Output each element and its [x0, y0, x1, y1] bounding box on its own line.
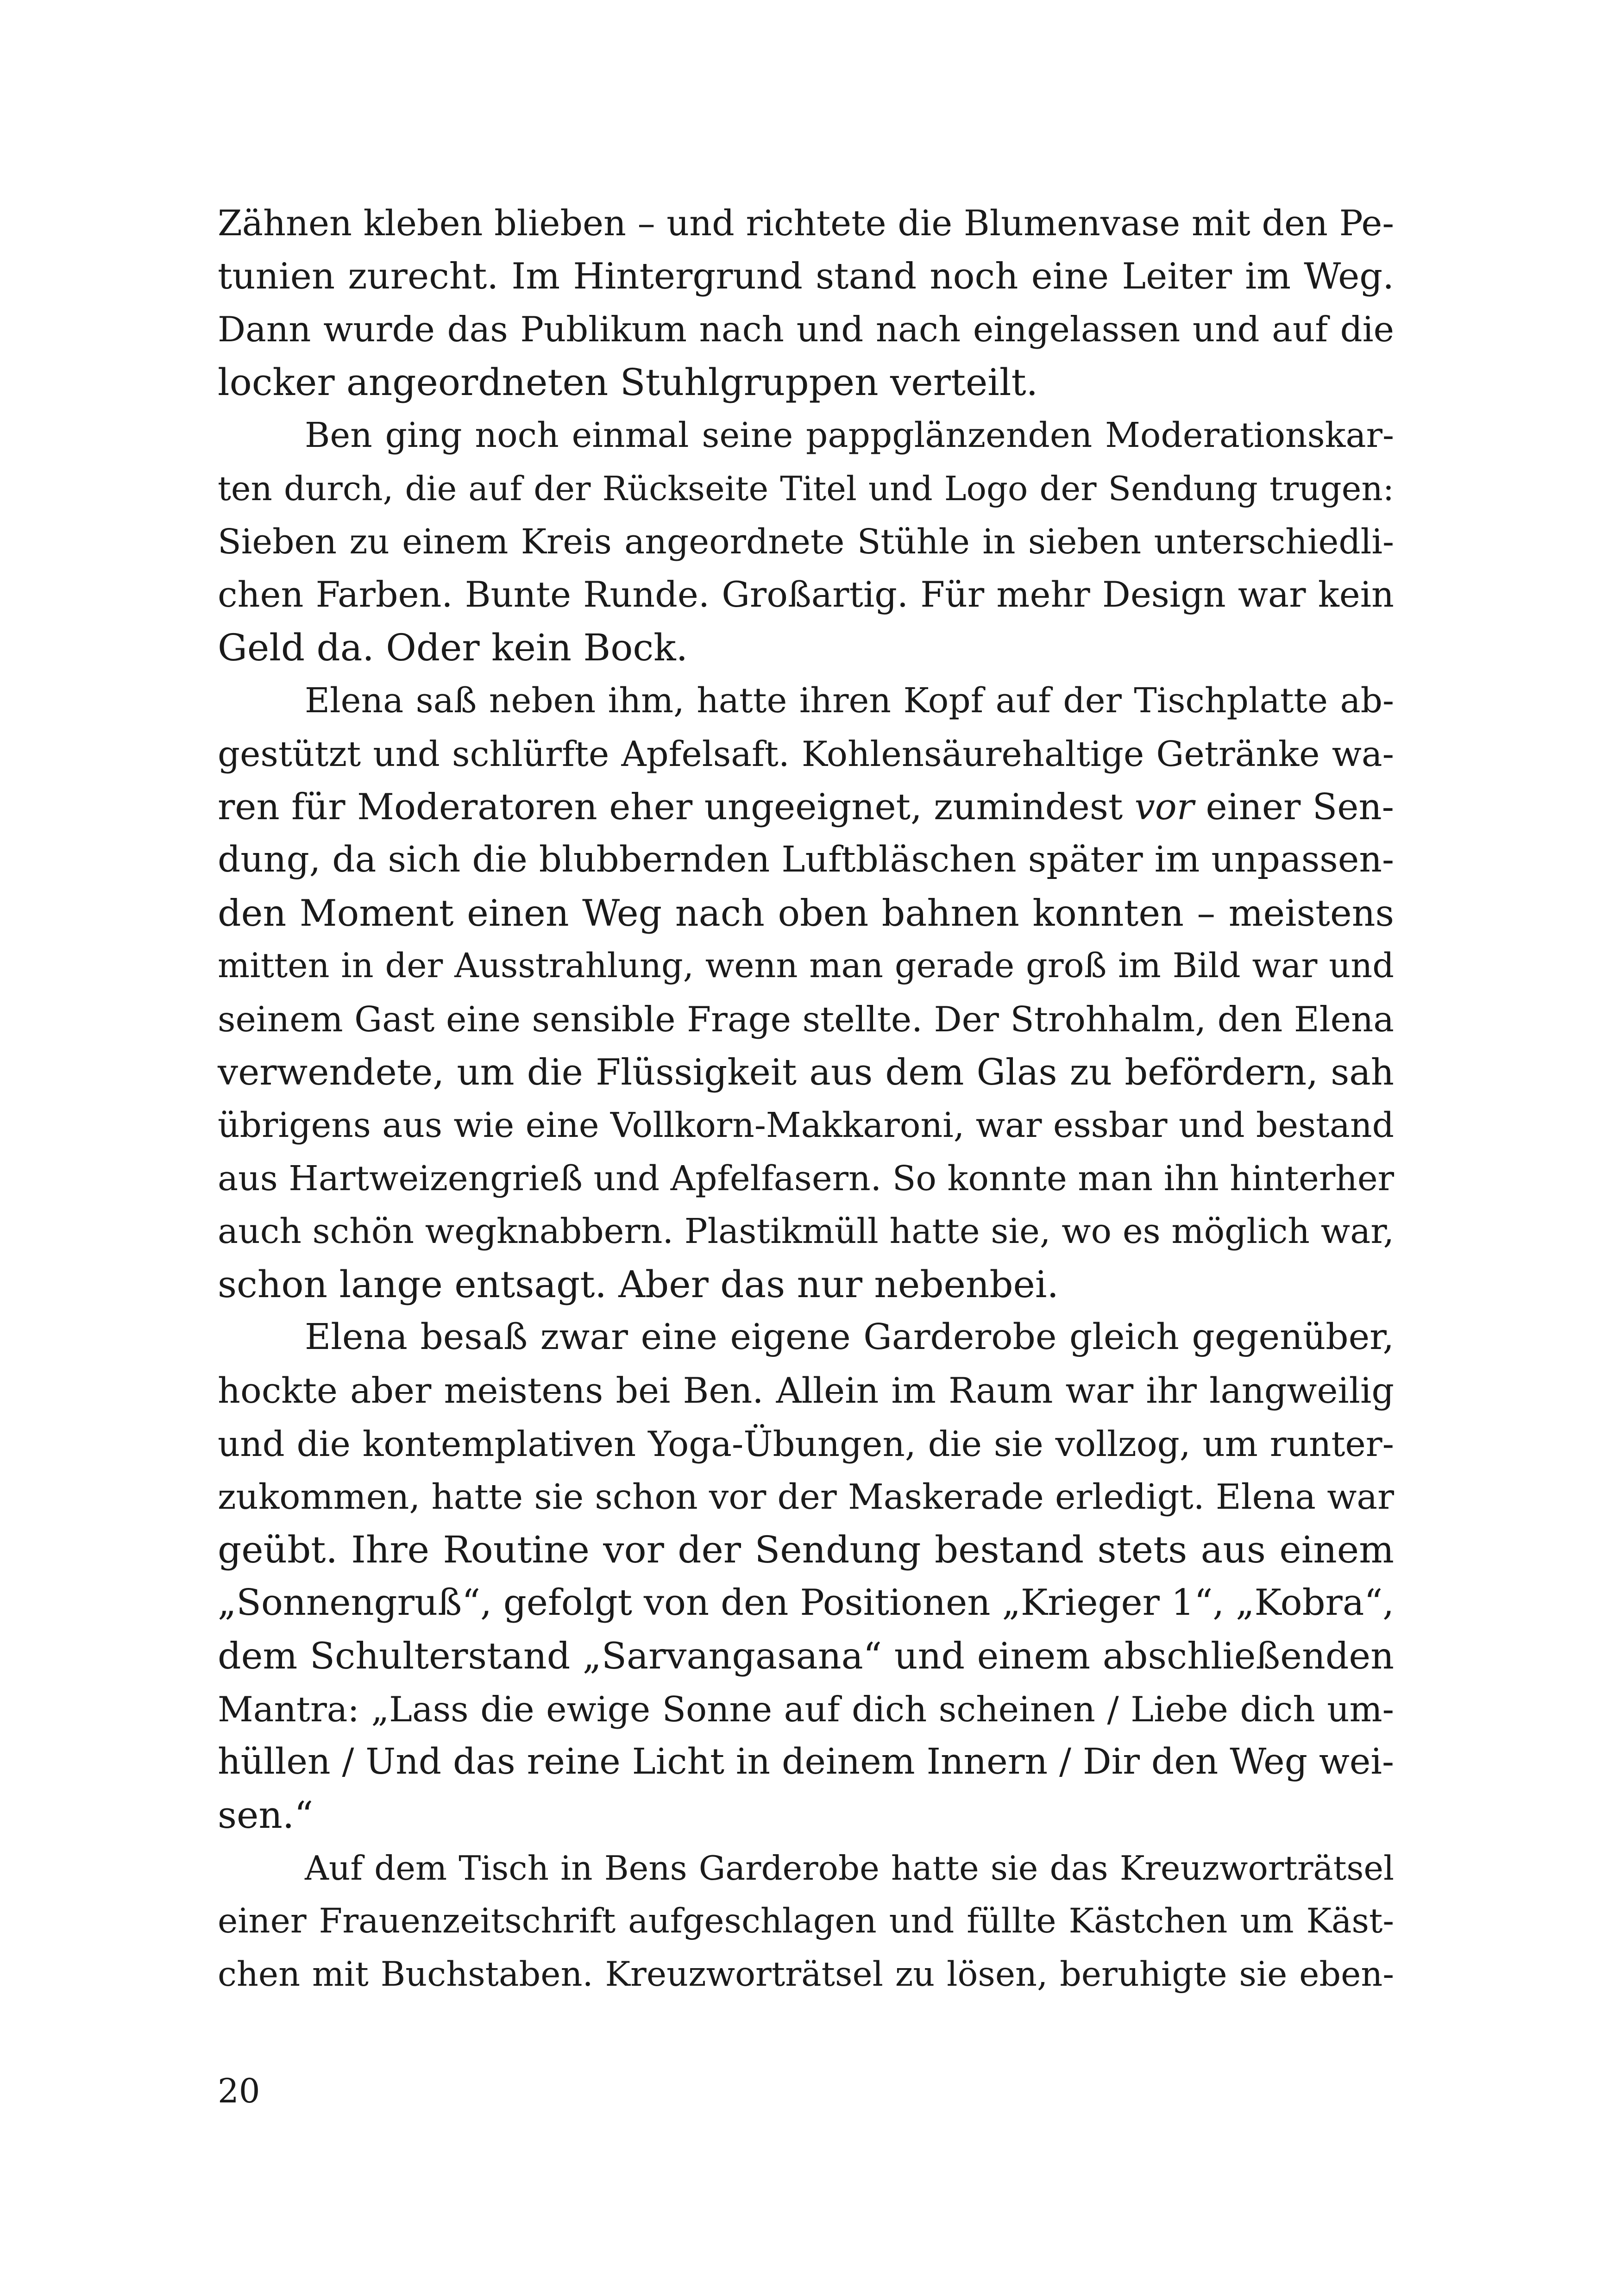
text-line: zukommen, hatte sie schon vor der Maskerade erledigt. Elena war — [218, 1476, 1394, 1518]
text-line: Auf dem Tisch in Bens Garderobe hatte sie das Kreuzworträtsel — [305, 1849, 1394, 1888]
text-line: den Moment einen Weg nach oben bahnen konnten – meistens — [218, 891, 1394, 935]
text-line: schon lange entsagt. Aber das nur nebenbei. — [218, 1262, 1059, 1306]
text-line: „Sonnengruß“, gefolgt von den Positionen „Krieger 1“, „Kobra“, — [218, 1582, 1394, 1624]
text-line: locker angeordneten Stuhlgruppen verteilt. — [218, 360, 1038, 404]
text-line: Elena besaß zwar eine eigene Garderobe gleich gegenüber, — [305, 1317, 1394, 1358]
text-line: geübt. Ihre Routine vor der Sendung bestand stets aus einem — [218, 1528, 1394, 1571]
text-line: auch schön wegknabbern. Plastikmüll hatte sie, wo es möglich war, — [218, 1211, 1394, 1252]
text-line: Ben ging noch einmal seine pappglänzenden Moderationskar- — [305, 415, 1394, 456]
text-line: verwendete, um die Flüssigkeit aus dem Glas zu befördern, sah — [218, 1051, 1394, 1093]
text-line: dem Schulterstand „Sarvangasana“ und einem abschließenden — [218, 1635, 1394, 1678]
text-line: ten durch, die auf der Rückseite Titel und Logo der Sendung trugen: — [218, 469, 1394, 508]
text-line: hockte aber meistens bei Ben. Allein im Raum war ihr langweilig — [218, 1370, 1394, 1411]
text-line: chen mit Buchstaben. Kreuzworträtsel zu lösen, beruhigte sie eben- — [218, 1954, 1394, 1994]
text-line: einer Frauenzeitschrift aufgeschlagen und füllte Kästchen um Käst- — [218, 1901, 1394, 1941]
text-line: seinem Gast eine sensible Frage stellte. Der Strohhalm, den Elena — [218, 998, 1394, 1040]
text-line: aus Hartweizengrieß und Apfelfasern. So konnte man ihn hinterher — [218, 1158, 1394, 1198]
text-line: und die kontemplativen Yoga-Übungen, die sie vollzog, um runter- — [218, 1423, 1394, 1464]
text-line: hüllen / Und das reine Licht in deinem Innern / Dir den Weg wei- — [218, 1741, 1394, 1783]
text-line: Zähnen kleben blieben – und richtete die Blumenvase mit den Pe- — [218, 202, 1394, 244]
text-line: Geld da. Oder kein Bock. — [218, 626, 688, 669]
body-text — [218, 197, 1394, 2001]
text-line: Sieben zu einem Kreis angeordnete Stühle in sieben unterschiedli- — [218, 521, 1394, 562]
text-line — [218, 781, 1394, 834]
emphasized-word: vor — [1134, 786, 1194, 828]
text-line: Dann wurde das Publikum nach und nach eingelassen und auf die — [218, 309, 1394, 350]
page-number: 20 — [218, 2071, 260, 2110]
text-line: sen.“ — [218, 1793, 314, 1837]
text-segment: ren für Moderatoren eher ungeeignet, zumindest — [218, 786, 1135, 828]
text-line: mitten in der Ausstrahlung, wenn man gerade groß im Bild war und — [218, 946, 1394, 986]
text-line: chen Farben. Bunte Runde. Großartig. Für mehr Design war kein — [218, 574, 1394, 615]
text-line: tunien zurecht. Im Hintergrund stand noch eine Leiter im Weg. — [218, 255, 1394, 297]
text-segment: einer Sen- — [1194, 786, 1394, 828]
text-line: Elena saß neben ihm, hatte ihren Kopf auf der Tischplatte ab- — [305, 681, 1394, 721]
text-line: gestützt und schlürfte Apfelsaft. Kohlensäurehaltige Getränke wa- — [218, 733, 1394, 774]
text-line: übrigens aus wie eine Vollkorn-Makkaroni, war essbar und bestand — [218, 1105, 1394, 1146]
text-line: Mantra: „Lass die ewige Sonne auf dich scheinen / Liebe dich um- — [218, 1688, 1394, 1730]
text-line: dung, da sich die blubbernden Luftbläschen später im unpassen- — [218, 839, 1394, 881]
